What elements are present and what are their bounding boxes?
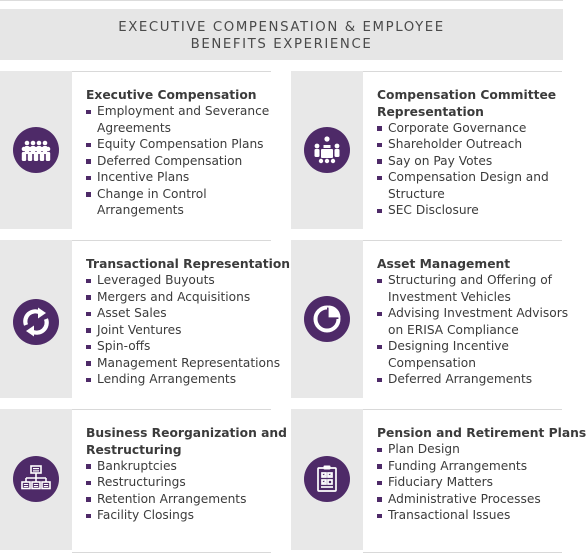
card-executive-compensation [0, 71, 271, 229]
list-item-line: Shareholder Outreach [388, 137, 523, 152]
card-divider [363, 409, 562, 410]
card-list [86, 272, 281, 388]
list-item-line: Funding Arrangements [388, 458, 528, 473]
list-item-line: Investment Vehicles [388, 289, 511, 304]
list-item [86, 458, 271, 475]
card-title-line: Restructuring [86, 442, 182, 457]
list-item [86, 272, 271, 289]
list-item-line: Leveraged Buyouts [97, 273, 215, 287]
list-item [377, 338, 562, 371]
list-item-line: Compensation Design and [388, 170, 549, 185]
card-list [377, 272, 569, 388]
card-title-line: Compensation Committee [377, 88, 557, 102]
list-item-line: Employment and Severance [97, 104, 270, 118]
list-item-line: Plan Design [388, 442, 460, 456]
bottom-divider [363, 552, 562, 553]
list-item-line: Fiduciary Matters [388, 475, 494, 490]
list-item-line: Spin-offs [97, 339, 151, 354]
card-divider [72, 71, 271, 72]
banner-title-line-2: BENEFITS EXPERIENCE [190, 36, 373, 52]
clipboard-checklist-icon [304, 456, 350, 502]
list-item [377, 136, 562, 153]
list-item [377, 458, 562, 475]
list-item-line: Management Representations [97, 355, 281, 370]
top-divider [0, 0, 563, 1]
org-chart-icon [13, 456, 59, 502]
bottom-divider [72, 552, 271, 553]
meeting-table-icon [304, 127, 350, 173]
card-compensation-committee [291, 71, 562, 229]
card-list [86, 103, 271, 219]
list-item [377, 371, 562, 388]
card-divider [363, 71, 562, 72]
list-item [86, 322, 271, 339]
exchange-arrows-icon [13, 299, 59, 345]
list-item-line: Joint Ventures [97, 322, 182, 337]
list-item [377, 153, 562, 170]
card-title [377, 256, 562, 273]
card-business-reorganization [0, 409, 287, 550]
card-title [377, 87, 562, 120]
card-title [377, 425, 586, 442]
list-item-line: Retention Arrangements [97, 491, 247, 506]
card-divider [72, 240, 271, 241]
list-item [86, 355, 281, 372]
list-item-line: Lending Arrangements [97, 372, 237, 387]
list-item [86, 305, 271, 322]
list-item [86, 507, 271, 524]
list-item [377, 441, 562, 458]
card-title-line: Pension and Retirement Plans [377, 426, 586, 440]
list-item-line: Corporate Governance [388, 120, 527, 135]
card-title [86, 425, 287, 458]
list-item-line: Say on Pay Votes [388, 153, 493, 168]
card-list [377, 120, 562, 219]
card-title-line: Transactional Representation [86, 257, 291, 271]
list-item-line: Advising Investment Advisors [388, 306, 569, 321]
list-item-line: Equity Compensation Plans [97, 137, 264, 152]
list-item [86, 169, 271, 186]
list-item [86, 338, 271, 355]
list-item [86, 289, 271, 306]
card-title [86, 256, 291, 273]
list-item [86, 136, 271, 153]
list-item-line: Administrative Processes [388, 491, 541, 506]
list-item [86, 153, 271, 170]
list-item [377, 169, 562, 202]
list-item-line: Change in Control [97, 186, 207, 201]
list-item [86, 103, 271, 136]
card-list [86, 458, 271, 524]
list-item [377, 305, 569, 338]
list-item-line: Facility Closings [97, 508, 194, 523]
card-pension-retirement [291, 409, 586, 550]
card-transactional-representation [0, 240, 291, 398]
card-title-line: Business Reorganization and [86, 426, 287, 440]
card-asset-management [291, 240, 569, 398]
list-item-line: Designing Incentive [388, 339, 509, 354]
list-item [377, 272, 562, 305]
list-item [86, 474, 271, 491]
list-item-line: Restructurings [97, 475, 186, 490]
banner-title-line-1: EXECUTIVE COMPENSATION & EMPLOYEE [118, 20, 445, 35]
card-divider [72, 409, 271, 410]
card-divider [363, 240, 562, 241]
list-item-line: Structuring and Offering of [388, 273, 552, 287]
list-item [377, 202, 562, 219]
card-list [377, 441, 562, 524]
list-item [377, 474, 562, 491]
list-item-line: Deferred Arrangements [388, 372, 533, 387]
list-item-line: Bankruptcies [97, 458, 177, 473]
list-item-line: on ERISA Compliance [388, 322, 519, 337]
card-title-line: Representation [377, 104, 484, 119]
list-item-line: Transactional Issues [388, 508, 511, 523]
card-title-line: Executive Compensation [86, 88, 257, 102]
list-item [377, 507, 562, 524]
list-item [377, 120, 562, 137]
people-group-icon [13, 127, 59, 173]
card-title [86, 87, 271, 104]
pie-chart-icon [304, 296, 350, 342]
list-item [86, 186, 271, 219]
card-title-line: Asset Management [377, 257, 511, 271]
section-banner [0, 9, 563, 60]
list-item-line: Arrangements [97, 203, 184, 218]
list-item [377, 491, 562, 508]
list-item-line: SEC Disclosure [388, 203, 479, 218]
list-item-line: Compensation [388, 355, 476, 370]
list-item-line: Mergers and Acquisitions [97, 289, 251, 304]
list-item-line: Deferred Compensation [97, 153, 243, 168]
list-item-line: Agreements [97, 120, 172, 135]
list-item-line: Asset Sales [97, 306, 167, 321]
list-item [86, 371, 271, 388]
list-item-line: Structure [388, 186, 445, 201]
list-item [86, 491, 271, 508]
list-item-line: Incentive Plans [97, 170, 190, 185]
